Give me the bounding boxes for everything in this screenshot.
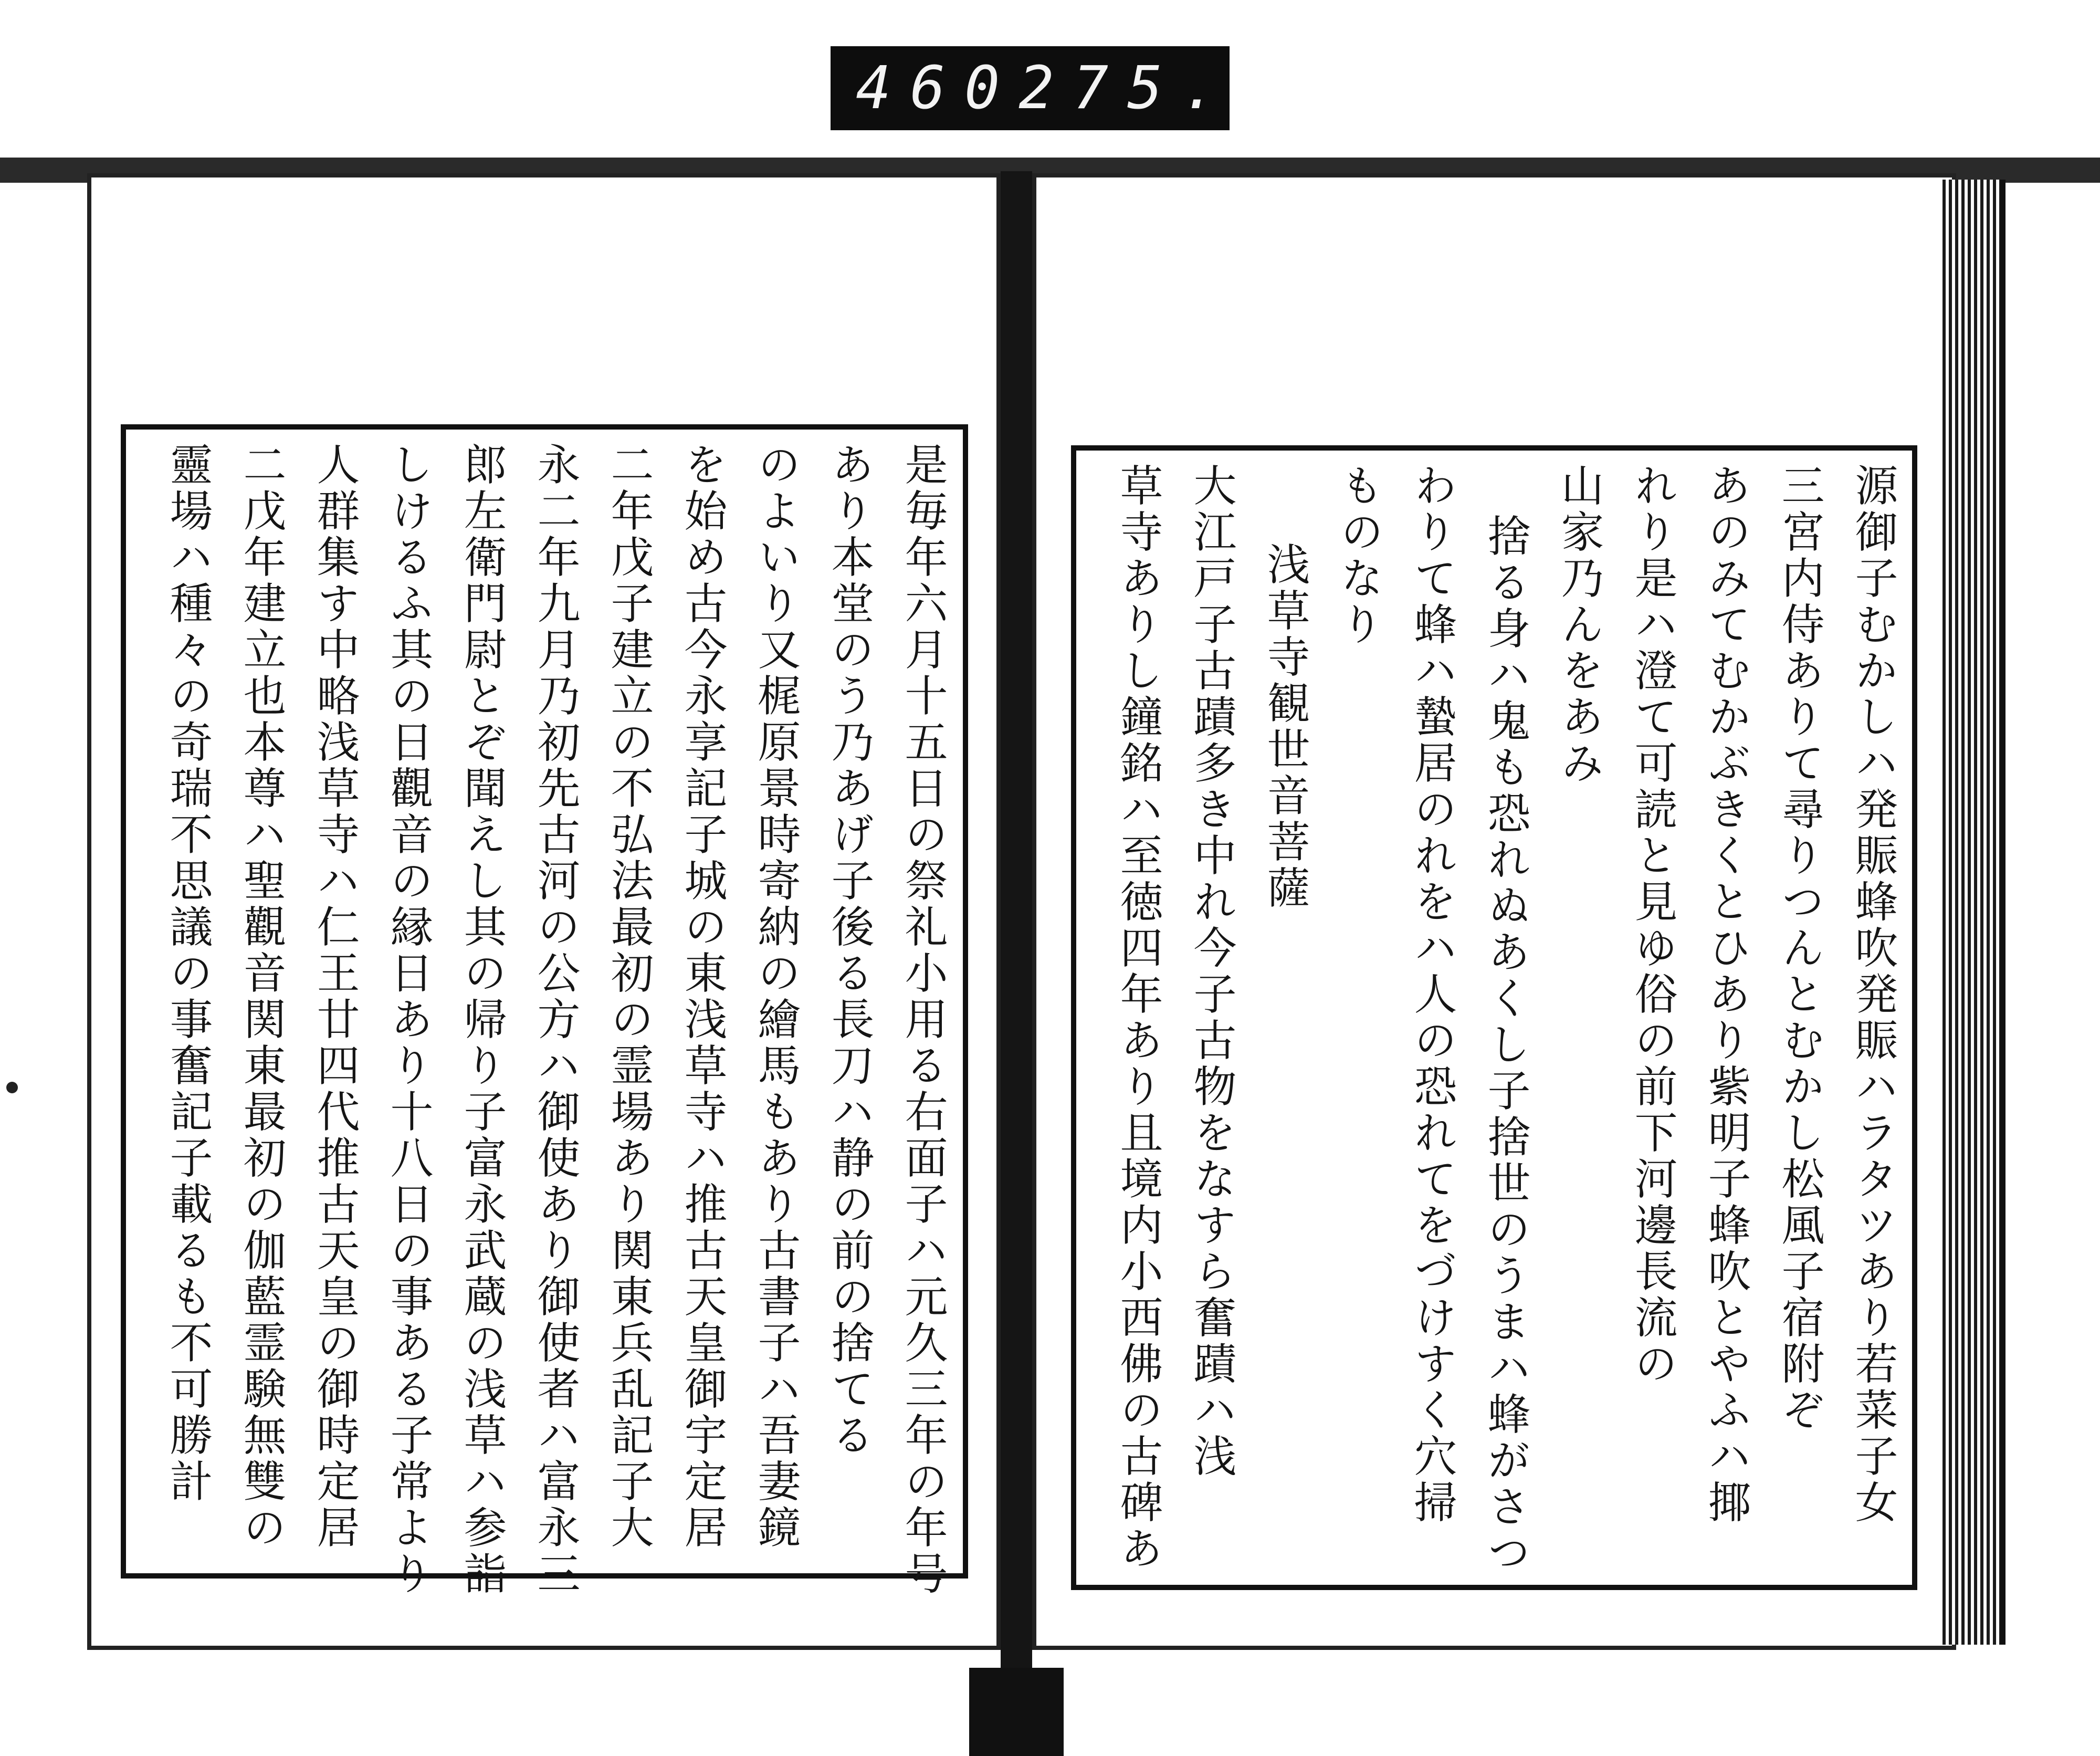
text-column: を始め古今永享記子城の東浅草寺ハ推古天皇御宇定居 bbox=[677, 442, 727, 1551]
text-column: あのみてむかぶきくとひあり紫明子蜂吹とやふハ揶 bbox=[1701, 463, 1751, 1526]
text-column: 大江戸子古蹟多き中れ今子古物をなすら奮蹟ハ浅 bbox=[1186, 463, 1236, 1480]
frame-number-label bbox=[831, 46, 1236, 130]
text-column: れり是ハ澄て可読と見ゆ俗の前下河邊長流の bbox=[1628, 463, 1677, 1387]
text-column: ものなり bbox=[1334, 463, 1383, 648]
book-spine bbox=[1001, 171, 1032, 1756]
right-page-text-block bbox=[1071, 445, 1917, 1590]
text-column: 是毎年六月十五日の祭礼小用る右面子ハ元久三年の年号 bbox=[898, 442, 948, 1597]
text-column: 二戊年建立也本尊ハ聖觀音関東最初の伽藍霊験無雙の bbox=[236, 442, 286, 1551]
frame-number-left: 460 bbox=[856, 54, 1019, 122]
text-column: 源御子むかしハ発賑蜂吹発賑ハラタツあり若菜子女 bbox=[1848, 463, 1898, 1526]
text-column: 二年戊子建立の不弘法最初の霊場あり関東兵乱記子大 bbox=[604, 442, 654, 1551]
left-page-text-block bbox=[121, 424, 968, 1597]
book-page-edges bbox=[1942, 180, 2006, 1645]
text-column: 郎左衛門尉とぞ聞えし其の帰り子富永武蔵の浅草ハ参詣 bbox=[457, 442, 507, 1597]
text-column: 草寺ありし鐘銘ハ至徳四年あり且境内小西佛の古碑あ bbox=[1113, 463, 1163, 1572]
frame-number-right: 275. bbox=[1018, 54, 1236, 122]
text-column: 捨る身ハ鬼も恐れぬあくし子捨世のうまハ蜂がさつ bbox=[1480, 514, 1530, 1576]
text-column: 永二年九月乃初先古河の公方ハ御使あり御使者ハ富永三 bbox=[530, 442, 580, 1597]
spine-foot bbox=[969, 1668, 1064, 1756]
text-column: 山家乃んをあみ bbox=[1554, 463, 1604, 787]
text-column: あり本堂のう乃あげ子後る長刀ハ静の前の捨てる bbox=[824, 442, 874, 1459]
text-column: のよいり又梶原景時寄納の繪馬もあり古書子ハ吾妻鏡 bbox=[751, 442, 801, 1551]
text-column: 人群集す中略浅草寺ハ仁王廿四代推古天皇の御時定居 bbox=[310, 442, 360, 1551]
text-column: わりて蜂ハ蟄居のれをハ人の恐れてをづけすく穴掃 bbox=[1407, 463, 1457, 1526]
text-column: しけるふ其の日觀音の縁日あり十八日の事ある子常より bbox=[383, 442, 433, 1597]
section-heading: 浅草寺観世音菩薩 bbox=[1260, 542, 1310, 912]
text-column: 靈場ハ種々の奇瑞不思議の事奮記子載るも不可勝計 bbox=[163, 442, 213, 1505]
text-column: 三宮内侍ありて尋りつんとむかし松風子宿附ぞ bbox=[1774, 463, 1824, 1434]
margin-speck bbox=[6, 1082, 18, 1093]
